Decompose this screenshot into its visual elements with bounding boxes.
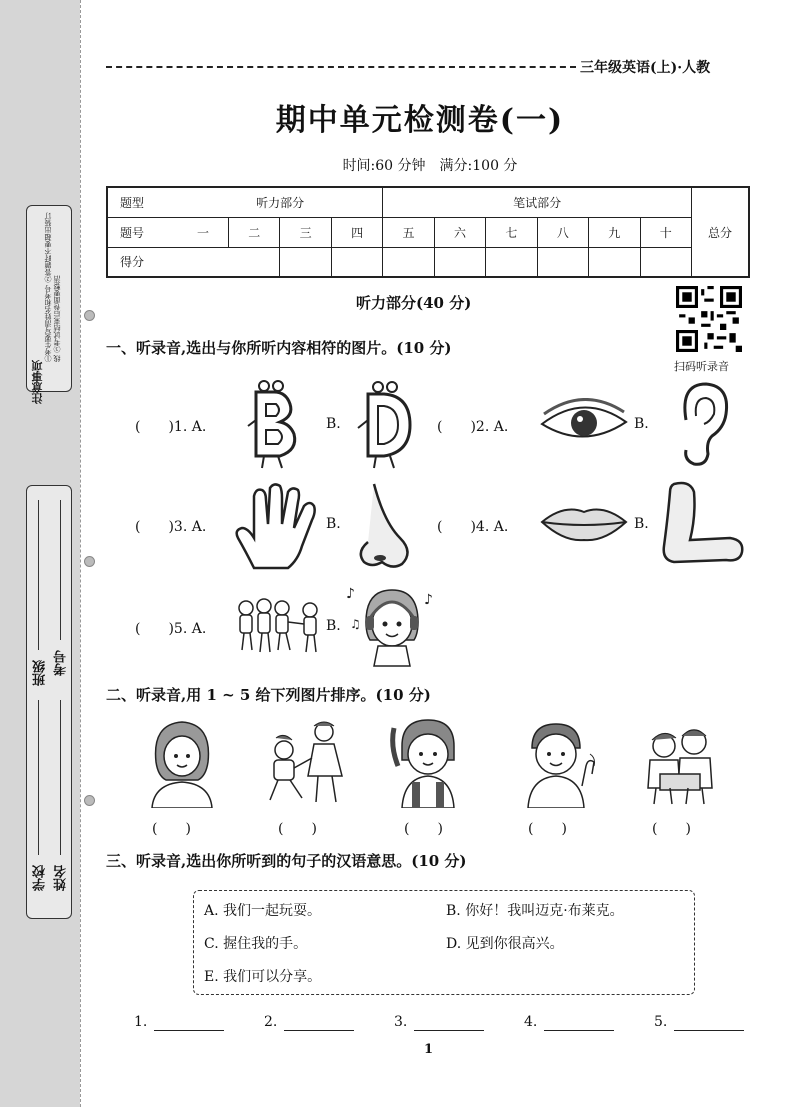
answer-blank-5[interactable] bbox=[674, 1030, 744, 1031]
table-number: 三 bbox=[280, 217, 331, 247]
children-reading-icon bbox=[642, 716, 718, 808]
answer-blank-1[interactable] bbox=[154, 1030, 224, 1031]
part1-heading: 一、听录音,选出与你所听内容相符的图片。(10 分) bbox=[106, 339, 452, 357]
table-listening-label: 听力部分 bbox=[178, 187, 383, 217]
question-4-option-b[interactable]: B. bbox=[634, 516, 649, 532]
choice-c: C. 握住我的手。 bbox=[204, 936, 308, 952]
score-cell[interactable] bbox=[178, 247, 280, 277]
question-3-number[interactable]: ( )3. A. bbox=[135, 519, 207, 535]
binding-dot bbox=[84, 556, 95, 567]
part3-heading: 三、听录音,选出你所听到的句子的汉语意思。(10 分) bbox=[106, 852, 467, 870]
table-score-label: 得分 bbox=[107, 247, 178, 277]
score-cell[interactable] bbox=[640, 247, 692, 277]
girl-pointing-icon bbox=[388, 716, 470, 808]
question-5-option-b[interactable]: B. bbox=[326, 618, 341, 634]
choice-b: B. 你好！我叫迈克·布莱克。 bbox=[446, 903, 624, 919]
series-label: 三年级英语(上)·人教 bbox=[580, 60, 711, 76]
rank-blank[interactable]: ( ) bbox=[278, 821, 317, 837]
notice-title: 注意事项 bbox=[31, 360, 44, 404]
choice-e: E. 我们可以分享。 bbox=[204, 969, 322, 985]
score-cell[interactable] bbox=[331, 247, 382, 277]
score-cell[interactable] bbox=[589, 247, 640, 277]
table-writing-label: 笔试部分 bbox=[383, 187, 692, 217]
score-cell[interactable] bbox=[383, 247, 434, 277]
girl-listening-music-icon bbox=[344, 582, 438, 668]
rank-blank[interactable]: ( ) bbox=[652, 821, 691, 837]
question-1-option-b[interactable]: B. bbox=[326, 416, 341, 432]
qr-label: 扫码听录音 bbox=[674, 360, 729, 373]
header-divider bbox=[106, 66, 576, 68]
exam-meta: 时间:60 分钟 满分:100 分 bbox=[342, 158, 518, 174]
table-number: 九 bbox=[589, 217, 640, 247]
table-type-label: 题型 bbox=[107, 187, 178, 217]
student-info-box bbox=[26, 485, 72, 919]
letter-d-cartoon-icon bbox=[350, 380, 420, 470]
exam-no-field[interactable] bbox=[60, 500, 61, 640]
svg-text:♪: ♪ bbox=[346, 586, 355, 602]
exam-no-label: 考号 bbox=[54, 650, 69, 676]
question-3-option-b[interactable]: B. bbox=[326, 516, 341, 532]
boy-waving-icon bbox=[516, 716, 598, 808]
question-4-number[interactable]: ( )4. A. bbox=[437, 519, 509, 535]
table-number: 十 bbox=[640, 217, 692, 247]
letter-b-cartoon-icon bbox=[238, 380, 308, 470]
question-1-number[interactable]: ( )1. A. bbox=[135, 419, 207, 435]
answer-blank-label: 1. bbox=[134, 1014, 148, 1030]
table-total-label: 总分 bbox=[692, 187, 750, 277]
page-title: 期中单元检测卷(一) bbox=[275, 103, 565, 138]
binding-dot bbox=[84, 795, 95, 806]
score-cell[interactable] bbox=[486, 247, 537, 277]
name-label: 姓名 bbox=[54, 865, 69, 891]
answer-blank-label: 2. bbox=[264, 1014, 278, 1030]
question-5-number[interactable]: ( )5. A. bbox=[135, 621, 207, 637]
girl-portrait-icon bbox=[146, 716, 218, 808]
table-number: 五 bbox=[383, 217, 434, 247]
school-label: 学校 bbox=[33, 865, 48, 891]
choice-d: D. 见到你很高兴。 bbox=[446, 936, 564, 952]
class-field[interactable] bbox=[38, 500, 39, 650]
question-2-option-b[interactable]: B. bbox=[634, 416, 649, 432]
score-cell[interactable] bbox=[434, 247, 485, 277]
question-2-number[interactable]: ( )2. A. bbox=[437, 419, 509, 435]
hand-icon bbox=[232, 482, 322, 572]
eye-icon bbox=[538, 398, 630, 448]
school-field[interactable] bbox=[38, 700, 39, 855]
qr-code-icon[interactable] bbox=[676, 286, 742, 352]
name-field[interactable] bbox=[60, 700, 61, 855]
arm-icon bbox=[660, 480, 746, 570]
table-number: 四 bbox=[331, 217, 382, 247]
answer-blank-4[interactable] bbox=[544, 1030, 614, 1031]
children-helping-icon bbox=[262, 716, 354, 808]
svg-text:♪: ♪ bbox=[424, 592, 433, 608]
binding-dot bbox=[84, 310, 95, 321]
score-table bbox=[106, 186, 750, 278]
rank-blank[interactable]: ( ) bbox=[404, 821, 443, 837]
part2-heading: 二、听录音,用 1 ~ 5 给下列图片排序。(10 分) bbox=[106, 686, 431, 704]
listening-heading: 听力部分(40 分) bbox=[356, 294, 472, 312]
answer-blank-2[interactable] bbox=[284, 1030, 354, 1031]
answer-blank-label: 4. bbox=[524, 1014, 538, 1030]
table-number-label: 题号 bbox=[107, 217, 178, 247]
score-cell[interactable] bbox=[280, 247, 331, 277]
table-number: 六 bbox=[434, 217, 485, 247]
mouth-icon bbox=[538, 500, 630, 546]
score-cell[interactable] bbox=[537, 247, 588, 277]
rank-blank[interactable]: ( ) bbox=[528, 821, 567, 837]
table-number: 八 bbox=[537, 217, 588, 247]
notice-text: ①考生要写清姓名和考号 ②答题时不要超出装订线 ③考试结束后卷面要整洁 bbox=[44, 212, 61, 362]
answer-blank-label: 5. bbox=[654, 1014, 668, 1030]
svg-text:♫: ♫ bbox=[350, 617, 361, 631]
children-playing-icon bbox=[232, 594, 324, 656]
answer-blank-label: 3. bbox=[394, 1014, 408, 1030]
table-number: 一 bbox=[178, 217, 229, 247]
rank-blank[interactable]: ( ) bbox=[152, 821, 191, 837]
table-number: 七 bbox=[486, 217, 537, 247]
answer-blank-3[interactable] bbox=[414, 1030, 484, 1031]
choice-a: A. 我们一起玩耍。 bbox=[204, 903, 322, 919]
class-label: 班级 bbox=[33, 660, 48, 686]
nose-icon bbox=[352, 482, 422, 572]
ear-icon bbox=[666, 380, 736, 470]
page-number: 1 bbox=[424, 1042, 434, 1057]
table-number: 二 bbox=[229, 217, 280, 247]
